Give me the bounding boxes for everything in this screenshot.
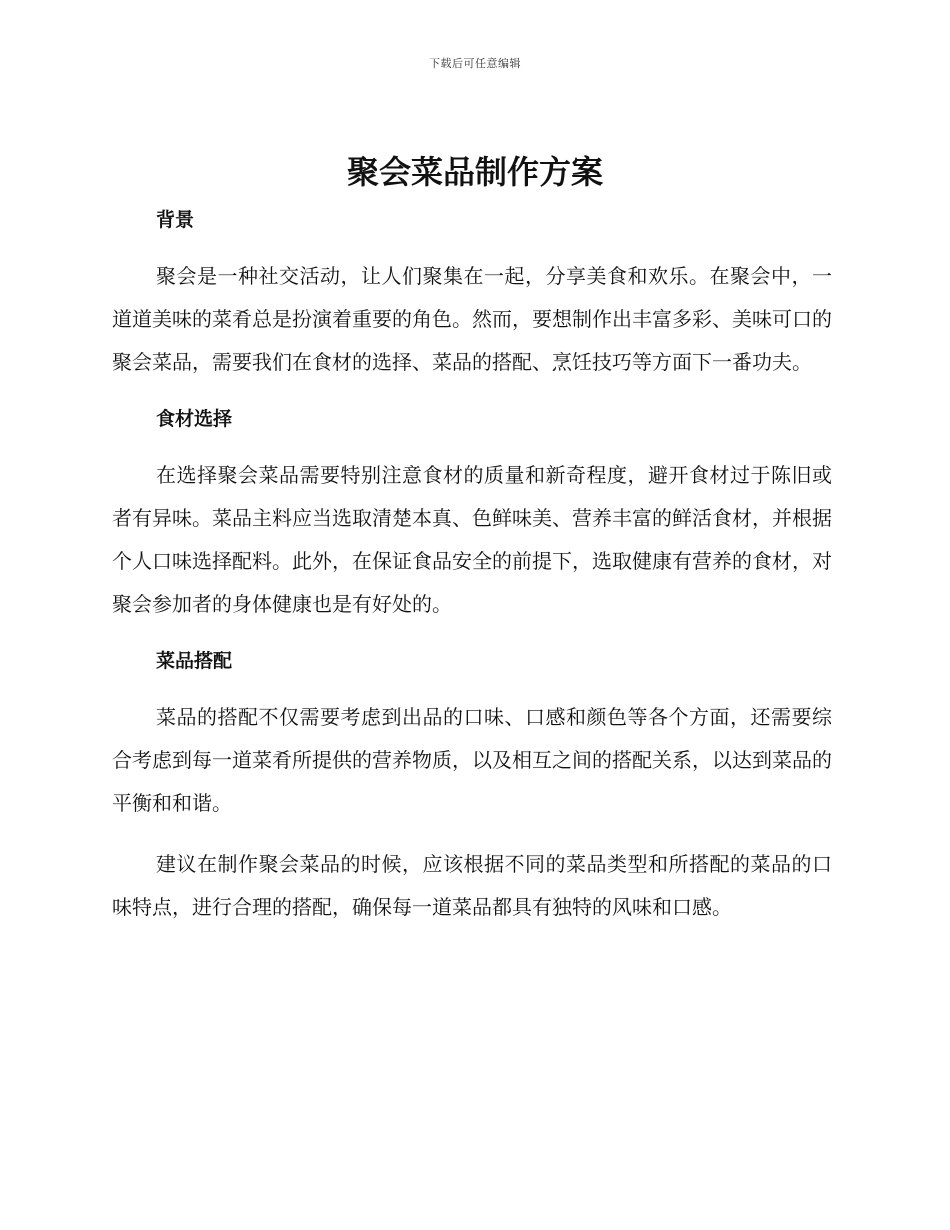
section-heading: 菜品搭配 — [156, 650, 233, 672]
paragraph: 菜品的搭配不仅需要考虑到出品的口味、口感和颜色等各个方面，还需要综合考虑到每一道菜肴所提供的营养物质，以及相互之间的搭配关系，以达到菜品的平衡和和谐。 — [112, 705, 832, 815]
section-heading: 食材选择 — [156, 408, 233, 430]
paragraph: 在选择聚会菜品需要特别注意食材的质量和新奇程度，避开食材过于陈旧或者有异味。菜品主料应当选取清楚本真、色鲜味美、营养丰富的鲜活食材，并根据个人口味选择配料。此外，在保证食品安全的前提下，选取健康有营养的食材，对聚会参加者的身体健康也是有好处的。 — [112, 463, 832, 616]
paragraph: 建议在制作聚会菜品的时候，应该根据不同的菜品类型和所搭配的菜品的口味特点，进行合理的搭配，确保每一道菜品都具有独特的风味和口感。 — [112, 852, 832, 919]
document-body — [112, 203, 832, 929]
header-note: 下载后可任意编辑 — [429, 57, 521, 70]
section-dish-pairing — [112, 644, 832, 929]
section-heading: 背景 — [156, 209, 195, 231]
paragraph: 聚会是一种社交活动，让人们聚集在一起，分享美食和欢乐。在聚会中，一道道美味的菜肴总是扮演着重要的角色。然而，要想制作出丰富多彩、美味可口的聚会菜品，需要我们在食材的选择、菜品的搭配、烹饪技巧等方面下一番功夫。 — [112, 264, 832, 374]
document-title: 聚会菜品制作方案 — [346, 153, 603, 191]
section-ingredient-selection — [112, 402, 832, 644]
section-background — [112, 203, 832, 402]
